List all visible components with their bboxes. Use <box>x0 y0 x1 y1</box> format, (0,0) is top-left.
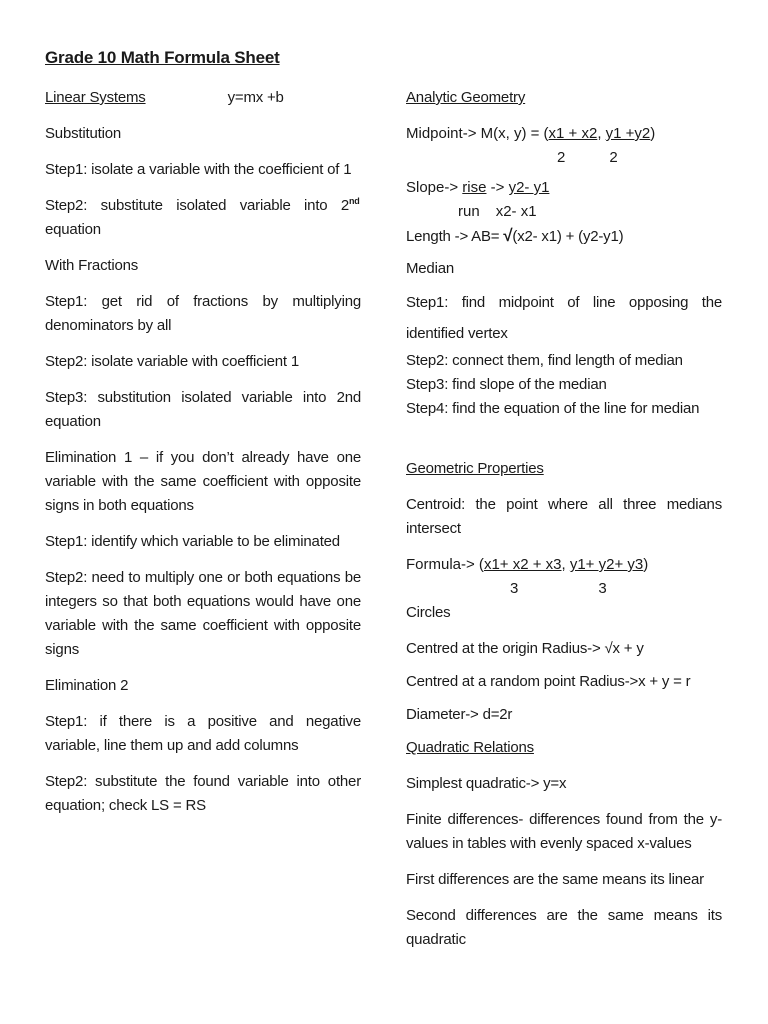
linear-systems-line <box>45 86 361 110</box>
elimination2-step1: Step1: if there is a positive and negative variable, line them up and add columns <box>45 713 361 754</box>
centroid-denominator-y: 3 <box>598 580 607 597</box>
substitution-step2-text-b: equation <box>45 221 101 238</box>
quadratic-relations-heading: Quadratic Relations <box>406 739 534 756</box>
centroid-numerator-x: x1+ x2 + x3 <box>483 556 562 573</box>
square-root-symbol: √ <box>503 226 513 245</box>
elimination1-heading: Elimination 1 – if you don’t already have one variable with the same coefficient with opposite signs in both equations <box>45 449 361 514</box>
circle-random-point: Centred at a random point Radius->x + y = r <box>406 673 691 690</box>
circle-origin: Centred at the origin Radius-> √x + y <box>406 640 644 657</box>
midpoint-separator: , <box>597 125 606 142</box>
with-fractions-heading: With Fractions <box>45 257 139 274</box>
median-step4: Step4: find the equation of the line for median <box>406 400 700 417</box>
midpoint-numerator-x: x1 + x2 <box>548 125 598 142</box>
elimination2-step2: Step2: substitute the found variable into other equation; check LS = RS <box>45 773 361 814</box>
page-title: Grade 10 Math Formula Sheet <box>45 48 280 67</box>
centroid-suffix: ) <box>643 556 649 573</box>
first-differences: First differences are the same means its linear <box>406 871 704 888</box>
median-step2: Step2: connect them, find length of median <box>406 352 683 369</box>
midpoint-denominator-y: 2 <box>609 149 618 166</box>
diameter-formula: Diameter-> d=2r <box>406 706 513 723</box>
length-formula <box>406 224 722 249</box>
slope-denominator: x2- x1 <box>495 203 537 220</box>
analytic-geometry-heading: Analytic Geometry <box>406 89 526 106</box>
centroid-separator: , <box>561 556 570 573</box>
median-step3: Step3: find slope of the median <box>406 376 607 393</box>
centroid-numerator-y: y1+ y2+ y3 <box>569 556 644 573</box>
length-prefix: Length -> AB= <box>406 228 504 245</box>
median-step1: Step1: find midpoint of line opposing the identified vertex <box>406 294 722 342</box>
centroid-formula-prefix: Formula-> ( <box>406 556 484 573</box>
circles-heading: Circles <box>406 604 451 621</box>
right-column <box>406 86 722 964</box>
spacer <box>406 421 722 457</box>
simplest-quadratic: Simplest quadratic-> y=x <box>406 775 567 792</box>
fractions-step1: Step1: get rid of fractions by multiplying denominators by all <box>45 293 361 334</box>
slope-arrow: -> <box>486 179 509 196</box>
linear-formula: y=mx +b <box>227 89 284 106</box>
geometric-properties-heading: Geometric Properties <box>406 460 544 477</box>
substitution-step2-text: Step2: substitute isolated variable into 2 <box>45 197 349 214</box>
finite-differences: Finite differences- differences found from the y-values in tables with evenly spaced x-values <box>406 811 722 852</box>
elimination1-step2: Step2: need to multiply one or both equations be integers so that both equations would have one variable with the same coefficient with opposite signs <box>45 569 361 658</box>
midpoint-prefix: Midpoint-> M(x, y) = ( <box>406 125 549 142</box>
linear-systems-heading: Linear Systems <box>45 89 146 106</box>
superscript-nd: nd <box>349 196 360 206</box>
elimination2-heading: Elimination 2 <box>45 677 129 694</box>
midpoint-denominator-x: 2 <box>557 149 566 166</box>
centroid-denominator-x: 3 <box>510 580 519 597</box>
slope-prefix: Slope-> <box>406 179 463 196</box>
substitution-step2 <box>45 194 361 242</box>
second-differences: Second differences are the same means its quadratic <box>406 907 722 948</box>
slope-run: run <box>458 203 480 220</box>
midpoint-formula <box>406 122 722 170</box>
elimination1-step1: Step1: identify which variable to be eliminated <box>45 533 340 550</box>
slope-rise: rise <box>462 179 487 196</box>
substitution-step1: Step1: isolate a variable with the coefficient of 1 <box>45 161 352 178</box>
fractions-step2: Step2: isolate variable with coefficient 1 <box>45 353 299 370</box>
midpoint-suffix: ) <box>650 125 656 142</box>
left-column <box>45 44 361 830</box>
slope-formula <box>406 176 722 224</box>
substitution-heading: Substitution <box>45 125 121 142</box>
length-body: (x2- x1) + (y2-y1) <box>512 228 624 245</box>
centroid-formula <box>406 553 722 601</box>
slope-numerator: y2- y1 <box>508 179 550 196</box>
centroid-definition: Centroid: the point where all three medians intersect <box>406 496 722 537</box>
median-heading: Median <box>406 260 454 277</box>
midpoint-numerator-y: y1 +y2 <box>605 125 651 142</box>
fractions-step3: Step3: substitution isolated variable into 2nd equation <box>45 389 361 430</box>
